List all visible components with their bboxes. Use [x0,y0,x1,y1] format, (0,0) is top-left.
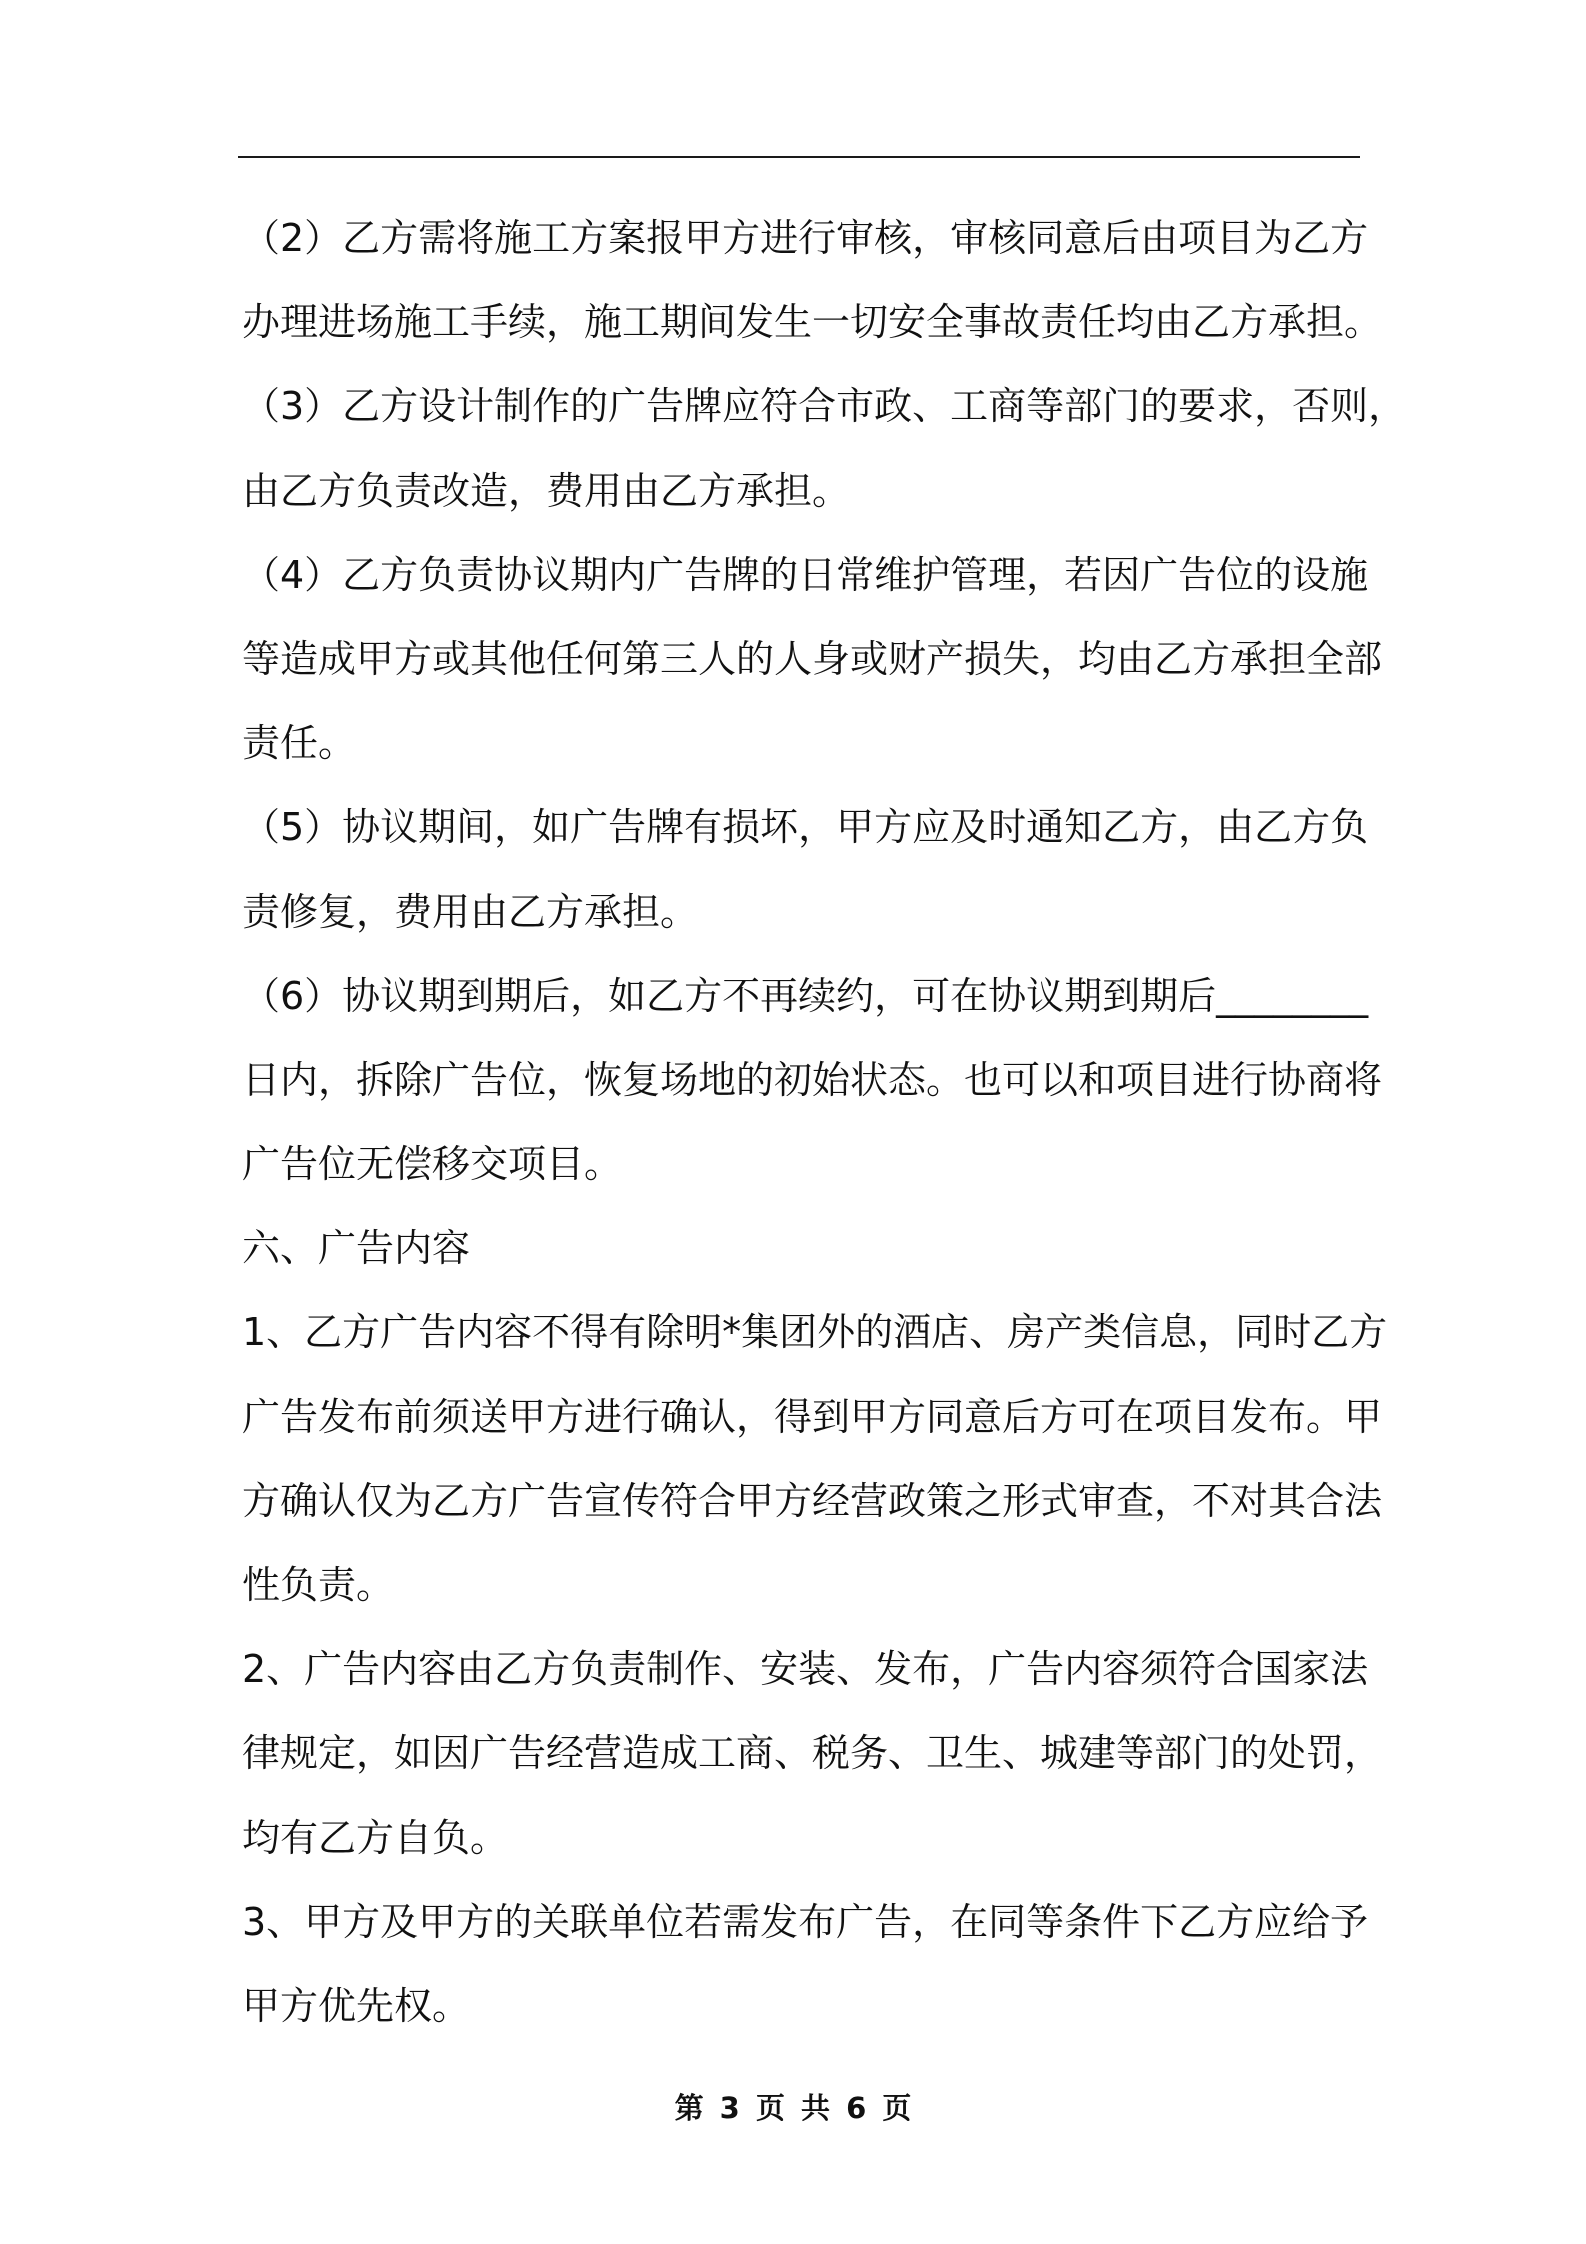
text-line: 责任。 [242,721,357,766]
text-line: （3）乙方设计制作的广告牌应符合市政、工商等部门的要求，否则， [242,384,1407,429]
text-line: 2、广告内容由乙方负责制作、安装、发布，广告内容须符合国家法 [242,1647,1369,1692]
text-line: 等造成甲方或其他任何第三人的人身或财产损失，均由乙方承担全部 [242,636,1383,681]
text-line: 3、甲方及甲方的关联单位若需发布广告，在同等条件下乙方应给予 [242,1899,1369,1944]
text-line: 广告发布前须送甲方进行确认，得到甲方同意后方可在项目发布。甲 [242,1394,1383,1439]
text-line: 性负责。 [242,1563,395,1607]
header-rule [238,156,1360,158]
text-line: 责修复，费用由乙方承担。 [242,889,699,934]
text-line: （4）乙方负责协议期内广告牌的日常维护管理，若因广告位的设施 [242,552,1369,597]
text-line: （6）协议期到期后，如乙方不再续约，可在协议期到期后________ [242,973,1369,1018]
text-line: 方确认仅为乙方广告宣传符合甲方经营政策之形式审查，不对其合法 [242,1478,1383,1523]
text-line: 律规定，如因广告经营造成工商、税务、卫生、城建等部门的处罚， [242,1731,1383,1776]
document-body [242,196,1407,2048]
text-line: 甲方优先权。 [242,1983,471,2028]
section-heading: 六、广告内容 [242,1226,471,1271]
page-number: 第 3 页 共 6 页 [674,2091,912,2125]
text-line: （2）乙方需将施工方案报甲方进行审核，审核同意后由项目为乙方 [242,216,1369,260]
text-line: 均有乙方自负。 [242,1815,509,1860]
text-line: （5）协议期间，如广告牌有损坏，甲方应及时通知乙方，由乙方负 [242,805,1369,850]
text-line: 由乙方负责改造，费用由乙方承担。 [242,468,851,513]
text-line: 办理进场施工手续，施工期间发生一切安全事故责任均由乙方承担。 [242,300,1383,345]
text-line: 广告位无偿移交项目。 [242,1142,623,1187]
text-line: 日内，拆除广告位，恢复场地的初始状态。也可以和项目进行协商将 [242,1057,1383,1102]
text-line: 1、乙方广告内容不得有除明*集团外的酒店、房产类信息，同时乙方 [242,1310,1388,1355]
